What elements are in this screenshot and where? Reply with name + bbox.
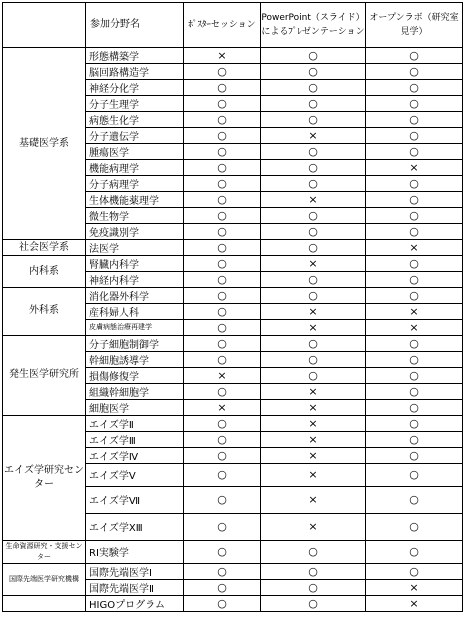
poster-mark: ○ [184,240,261,256]
poster-mark: × [184,367,261,383]
poster-mark: × [184,48,261,64]
header-row [3,3,463,48]
open-lab-mark: ○ [366,48,463,64]
powerpoint-mark: ○ [261,112,366,128]
powerpoint-mark: ○ [261,579,366,595]
open-lab-mark: ○ [366,80,463,96]
field-name-cell: 病態生化学 [86,112,184,128]
open-lab-mark: × [366,304,463,320]
field-name-cell: 腎臓内科学 [86,256,184,272]
powerpoint-mark: × [261,256,366,272]
poster-mark: ○ [184,486,261,513]
field-name-cell: RI実験学 [86,540,184,563]
powerpoint-mark: ○ [261,64,366,80]
powerpoint-mark: × [261,447,366,463]
table-row [3,595,463,611]
field-name-cell: 国際先端医学Ⅱ [86,579,184,595]
poster-mark: ○ [184,513,261,540]
field-name-cell: エイズ学ⅩⅢ [86,513,184,540]
poster-mark: ○ [184,160,261,176]
field-name-cell: 分子病理学 [86,176,184,192]
open-lab-mark: ○ [366,144,463,160]
open-lab-mark: ○ [366,335,463,351]
open-lab-mark: ○ [366,540,463,563]
field-name-cell: 生体機能薬理学 [86,192,184,208]
open-lab-mark: ○ [366,192,463,208]
open-lab-mark: ○ [366,288,463,304]
field-name-cell: 免疫識別学 [86,224,184,240]
powerpoint-mark: × [261,192,366,208]
open-lab-mark: ○ [366,486,463,513]
field-name-cell: エイズ学Ⅲ [86,431,184,447]
category-cell: 基礎医学系 [3,48,86,240]
powerpoint-mark: ○ [261,563,366,579]
powerpoint-mark: ○ [261,367,366,383]
poster-mark: ○ [184,579,261,595]
field-name-cell: 幹細胞誘導学 [86,351,184,367]
field-name-cell: 分子細胞制御学 [86,335,184,351]
poster-mark: ○ [184,64,261,80]
field-name-cell: 微生物学 [86,208,184,224]
poster-mark: ○ [184,112,261,128]
open-lab-mark: ○ [366,128,463,144]
powerpoint-mark: ○ [261,595,366,611]
category-cell: 社会医学系 [3,240,86,256]
open-lab-mark: ○ [366,399,463,415]
poster-mark: ○ [184,288,261,304]
open-lab-mark: ○ [366,96,463,112]
open-lab-mark: ○ [366,415,463,431]
open-lab-mark: ○ [366,112,463,128]
field-name-cell: 腫瘍医学 [86,144,184,160]
powerpoint-mark: ○ [261,540,366,563]
field-name-cell: エイズ学Ⅳ [86,447,184,463]
field-name-cell: HIGOプログラム [86,595,184,611]
poster-mark: ○ [184,563,261,579]
powerpoint-mark: ○ [261,48,366,64]
category-cell: 生命資源研究・支援センター [3,540,86,563]
table-row [3,415,463,431]
powerpoint-mark: × [261,463,366,486]
powerpoint-mark: × [261,399,366,415]
poster-mark: ○ [184,304,261,320]
powerpoint-mark: ○ [261,160,366,176]
table-row [3,540,463,563]
powerpoint-mark: ○ [261,208,366,224]
table-row [3,256,463,272]
field-name-cell: エイズ学Ⅱ [86,415,184,431]
powerpoint-mark: × [261,128,366,144]
field-name-cell: エイズ学Ⅶ [86,486,184,513]
poster-mark: × [184,399,261,415]
poster-mark: ○ [184,176,261,192]
open-lab-mark: × [366,160,463,176]
open-lab-mark: ○ [366,64,463,80]
header-open-lab: オープンラボ（研究室見学） [366,3,463,48]
poster-mark: ○ [184,540,261,563]
field-name-cell: 機能病理学 [86,160,184,176]
poster-mark: ○ [184,447,261,463]
table-row [3,563,463,579]
open-lab-mark: ○ [366,351,463,367]
open-lab-mark: ○ [366,176,463,192]
category-cell: 発生医学研究所 [3,335,86,415]
table-row [3,48,463,64]
category-cell: エイズ学研究センター [3,415,86,540]
poster-mark: ○ [184,415,261,431]
powerpoint-mark: ○ [261,96,366,112]
table-row [3,288,463,304]
table-body [3,48,463,612]
powerpoint-mark: ○ [261,176,366,192]
open-lab-mark: ○ [366,447,463,463]
open-lab-mark: × [366,240,463,256]
poster-mark: ○ [184,224,261,240]
category-cell: 内科系 [3,256,86,288]
open-lab-mark: ○ [366,208,463,224]
poster-mark: ○ [184,144,261,160]
table-row [3,240,463,256]
participation-table [2,2,463,612]
poster-mark: ○ [184,208,261,224]
open-lab-mark: × [366,595,463,611]
poster-mark: ○ [184,431,261,447]
poster-mark: ○ [184,96,261,112]
field-name-cell: 組織幹細胞学 [86,383,184,399]
powerpoint-mark: ○ [261,80,366,96]
poster-mark: ○ [184,272,261,288]
field-name-cell: 神経内科学 [86,272,184,288]
open-lab-mark: ○ [366,431,463,447]
field-name-cell: エイズ学Ⅴ [86,463,184,486]
open-lab-mark: × [366,579,463,595]
powerpoint-mark: × [261,431,366,447]
powerpoint-mark: × [261,486,366,513]
poster-mark: ○ [184,335,261,351]
poster-mark: ○ [184,595,261,611]
poster-mark: ○ [184,80,261,96]
header-powerpoint: PowerPoint（スライド）によるﾌﾟﾚゼンテーション [261,3,366,48]
open-lab-mark: ○ [366,513,463,540]
field-name-cell: 国際先端医学Ⅰ [86,563,184,579]
powerpoint-mark: ○ [261,351,366,367]
header-field: 参加分野名 [86,3,184,48]
open-lab-mark: ○ [366,563,463,579]
field-name-cell: 法医学 [86,240,184,256]
poster-mark: ○ [184,320,261,336]
powerpoint-mark: ○ [261,240,366,256]
poster-mark: ○ [184,128,261,144]
poster-mark: ○ [184,463,261,486]
powerpoint-mark: × [261,415,366,431]
powerpoint-mark: ○ [261,224,366,240]
powerpoint-mark: × [261,320,366,336]
open-lab-mark: ○ [366,224,463,240]
field-name-cell: 皮膚病態治療再建学 [86,320,184,336]
header-poster: ﾎﾟｽﾀｰセッション [184,3,261,48]
poster-mark: ○ [184,192,261,208]
open-lab-mark: ○ [366,383,463,399]
field-name-cell: 脳回路構造学 [86,64,184,80]
poster-mark: ○ [184,256,261,272]
powerpoint-mark: ○ [261,288,366,304]
open-lab-mark: ○ [366,272,463,288]
category-cell: 国際先端医学研究機構 [3,563,86,595]
open-lab-mark: ○ [366,367,463,383]
poster-mark: ○ [184,351,261,367]
powerpoint-mark: × [261,304,366,320]
field-name-cell: 神経分化学 [86,80,184,96]
open-lab-mark: ○ [366,256,463,272]
header-category [3,3,86,48]
powerpoint-mark: × [261,513,366,540]
field-name-cell: 形態構築学 [86,48,184,64]
powerpoint-mark: × [261,383,366,399]
field-name-cell: 細胞医学 [86,399,184,415]
powerpoint-mark: ○ [261,335,366,351]
category-cell [3,595,86,611]
open-lab-mark: ○ [366,463,463,486]
table-row [3,335,463,351]
field-name-cell: 産科婦人科 [86,304,184,320]
powerpoint-mark: ○ [261,144,366,160]
poster-mark: ○ [184,383,261,399]
field-name-cell: 消化器外科学 [86,288,184,304]
category-cell: 外科系 [3,288,86,336]
field-name-cell: 損傷修復学 [86,367,184,383]
open-lab-mark: × [366,320,463,336]
field-name-cell: 分子遺伝学 [86,128,184,144]
powerpoint-mark: ○ [261,272,366,288]
field-name-cell: 分子生理学 [86,96,184,112]
